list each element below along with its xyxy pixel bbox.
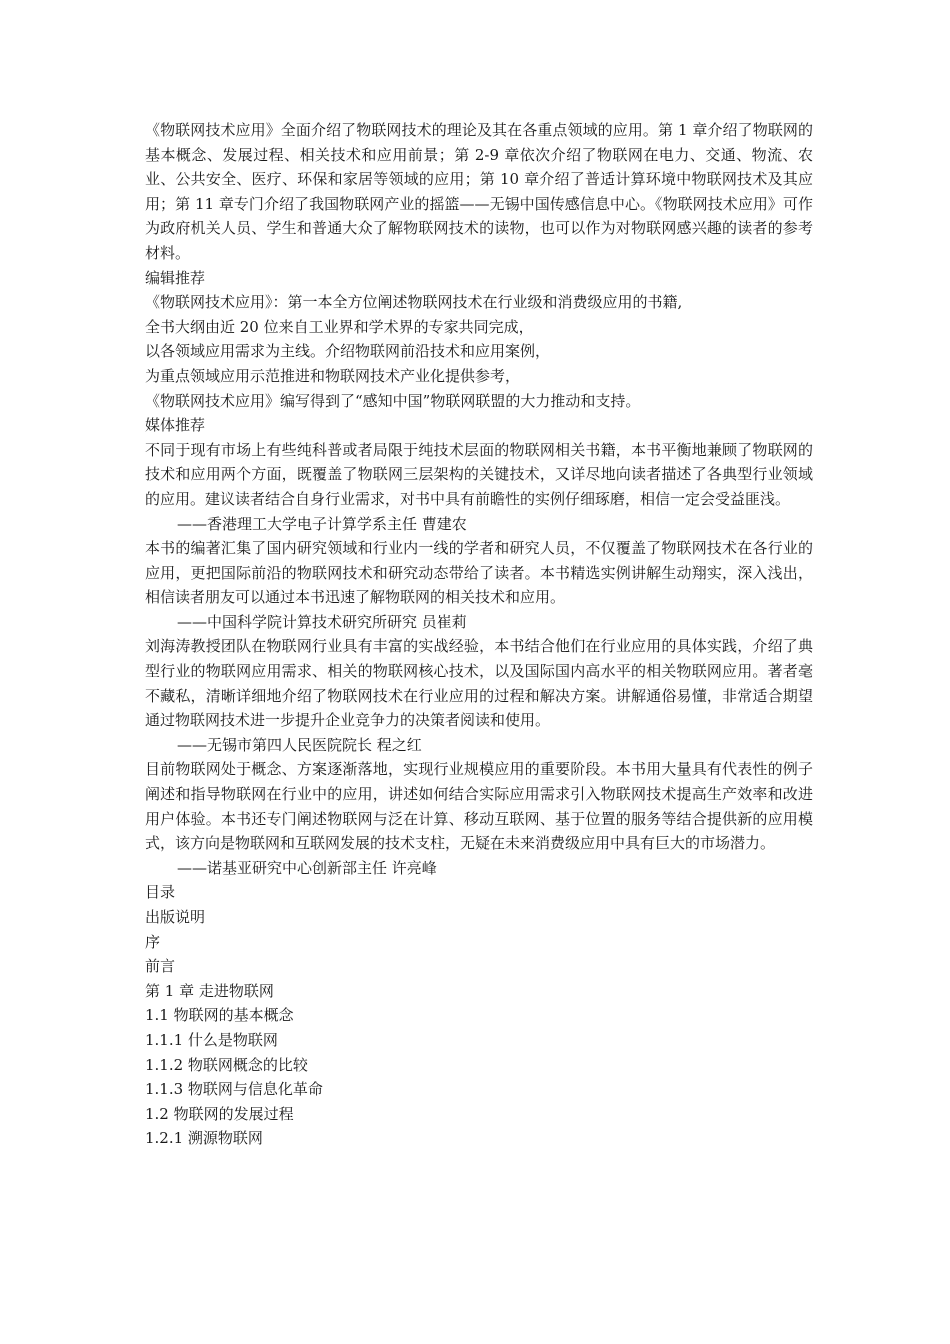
editor-line: 以各领域应用需求为主线。介绍物联网前沿技术和应用案例， [145,342,551,361]
editor-line: 全书大纲由近 20 位来自工业界和学术界的专家共同完成， [145,317,534,336]
review-text: 刘海涛教授团队在物联网行业具有丰富的实战经验，本书结合他们在行业应用的具体实践，介绍了典型行业的物联网应用需求、相关的物联网核心技术，以及国际国内高水平的相关物联网应用。著者毫不藏私，清晰详细地介绍了物联网技术在行业应用的过程和解决方案。讲解通俗易懂，非常适合期望通过物联网技术进一步提升企业竞争力的决策者阅读和使用。 [145,637,813,730]
review-author: ——香港理工大学电子计算学系主任 曹建农 [177,514,467,533]
review-text: 目前物联网处于概念、方案逐渐落地，实现行业规模应用的重要阶段。本书用大量具有代表性的例子阐述和指导物联网在行业中的应用，讲述如何结合实际应用需求引入物联网技术提高生产效率和改进用户体验。本书还专门阐述物联网与泛在计算、移动互联网、基于位置的服务等结合提供新的应用模式，该方向是物联网和互联网发展的技术支柱，无疑在未来消费级应用中具有巨大的市场潜力。 [145,760,813,853]
editor-heading: 编辑推荐 [145,268,206,287]
review-text: 不同于现有市场上有些纯科普或者局限于纯技术层面的物联网相关书籍，本书平衡地兼顾了物联网的技术和应用两个方面，既覆盖了物联网三层架构的关键技术，又详尽地向读者描述了各典型行业领域的应用。建议读者结合自身行业需求，对书中具有前瞻性的实例仔细琢磨，相信一定会受益匪浅。 [145,440,813,508]
toc-item: 1.1.2 物联网概念的比较 [145,1055,308,1074]
editor-line: 为重点领域应用示范推进和物联网技术产业化提供参考， [145,366,521,385]
editor-line: 《物联网技术应用》编写得到了“感知中国”物联网联盟的大力推动和支持。 [145,391,641,410]
review-text: 本书的编著汇集了国内研究领域和行业内一线的学者和研究人员，不仅覆盖了物联网技术在各行业的应用，更把国际前沿的物联网技术和研究动态带给了读者。本书精选实例讲解生动翔实，深入浅出，相信读者朋友可以通过本书迅速了解物联网的相关技术和应用。 [145,539,813,607]
review-author: ——诺基亚研究中心创新部主任 许亮峰 [177,858,437,877]
review-author: ——无锡市第四人民医院院长 程之红 [177,735,422,754]
toc-item: 1.2.1 溯源物联网 [145,1129,263,1148]
toc-item: 出版说明 [145,908,206,926]
toc-item: 1.1.3 物联网与信息化革命 [145,1080,323,1099]
toc-item: 序 [145,932,161,951]
toc-item: 1.2 物联网的发展过程 [145,1104,294,1123]
toc-item: 1.1.1 什么是物联网 [145,1030,278,1049]
review-author: ——中国科学院计算技术研究所研究 员崔莉 [177,612,467,631]
toc-heading: 目录 [145,883,176,902]
toc-item: 第 1 章 走进物联网 [145,981,274,1000]
toc-item: 前言 [145,957,176,976]
document-page [145,118,813,1151]
toc-item: 1.1 物联网的基本概念 [145,1006,294,1025]
editor-line: 《物联网技术应用》：第一本全方位阐述物联网技术在行业级和消费级应用的书籍, [145,293,683,312]
intro-paragraph: 《物联网技术应用》全面介绍了物联网技术的理论及其在各重点领域的应用。第 1 章介绍了物联网的基本概念、发展过程、相关技术和应用前景；第 2-9 章依次介绍了物联网在电力、交通、物流、农业、公共安全、医疗、环保和家居等领域的应用；第 10 章介绍了普适计算环境中物联网技术及其应用；第 11 章专门介绍了我国物联网产业的摇篮——无锡中国传感信息中心。《物联网技术应用》可作为政府机关人员、学生和普通大众了解物联网技术的读物，也可以作为对物联网感兴趣的读者的参考材料。 [145,121,813,262]
media-heading: 媒体推荐 [145,416,206,435]
